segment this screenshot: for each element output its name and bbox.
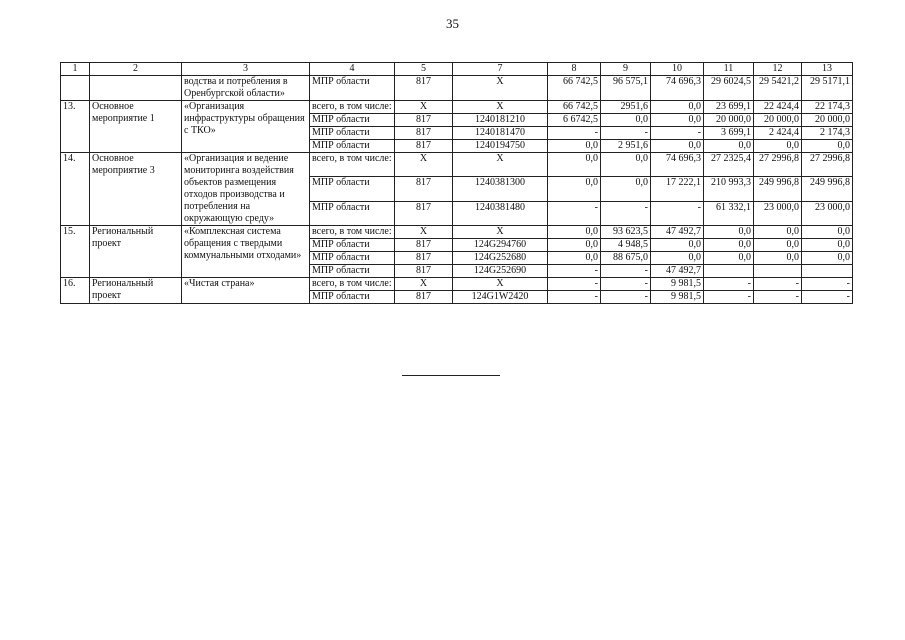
name-cell: «Комплексная система обращения с твердыми коммунальными отходами» <box>182 226 310 278</box>
executor-cell: МПР области <box>310 140 395 153</box>
value-cell <box>754 265 802 278</box>
value-cell: 2951,6 <box>601 101 651 114</box>
grbs-cell: 817 <box>395 127 453 140</box>
row-number-cell <box>61 76 90 101</box>
value-cell: 0,0 <box>802 252 853 265</box>
value-cell: 0,0 <box>802 140 853 153</box>
executor-cell: МПР области <box>310 76 395 101</box>
value-cell: 27 2325,4 <box>704 153 754 177</box>
value-cell: 0,0 <box>651 114 704 127</box>
value-cell: 9 981,5 <box>651 278 704 291</box>
value-cell: 47 492,7 <box>651 265 704 278</box>
value-cell: 88 675,0 <box>601 252 651 265</box>
kbk-cell: Х <box>453 153 548 177</box>
value-cell <box>802 265 853 278</box>
value-cell: 0,0 <box>802 226 853 239</box>
value-cell: - <box>704 291 754 304</box>
kbk-cell: 124G252680 <box>453 252 548 265</box>
value-cell: 29 5171,1 <box>802 76 853 101</box>
value-cell: 3 699,1 <box>704 127 754 140</box>
grbs-cell: 817 <box>395 76 453 101</box>
kbk-cell: 124G1W2420 <box>453 291 548 304</box>
value-cell: - <box>601 291 651 304</box>
value-cell: 22 174,3 <box>802 101 853 114</box>
value-cell: 74 696,3 <box>651 153 704 177</box>
value-cell: - <box>802 278 853 291</box>
name-cell: «Чистая страна» <box>182 278 310 304</box>
executor-cell: всего, в том числе: <box>310 153 395 177</box>
kbk-cell: 124G294760 <box>453 239 548 252</box>
column-number: 7 <box>453 63 548 76</box>
column-number: 5 <box>395 63 453 76</box>
table-row <box>61 278 853 291</box>
column-number: 9 <box>601 63 651 76</box>
value-cell: 0,0 <box>651 239 704 252</box>
end-of-table-rule <box>402 375 500 376</box>
column-number: 10 <box>651 63 704 76</box>
value-cell: 0,0 <box>548 153 601 177</box>
value-cell: 93 623,5 <box>601 226 651 239</box>
value-cell: - <box>548 278 601 291</box>
value-cell: 0,0 <box>651 101 704 114</box>
kbk-cell: 124G252690 <box>453 265 548 278</box>
table-row <box>61 226 853 239</box>
value-cell: 66 742,5 <box>548 101 601 114</box>
value-cell: 20 000,0 <box>754 114 802 127</box>
value-cell: 0,0 <box>704 239 754 252</box>
grbs-cell: Х <box>395 153 453 177</box>
value-cell: - <box>548 201 601 225</box>
status-cell: Региональный проект <box>90 278 182 304</box>
value-cell: 249 996,8 <box>802 177 853 201</box>
row-number-cell: 15. <box>61 226 90 278</box>
value-cell: 0,0 <box>548 239 601 252</box>
grbs-cell: Х <box>395 101 453 114</box>
value-cell: 47 492,7 <box>651 226 704 239</box>
value-cell: 23 699,1 <box>704 101 754 114</box>
executor-cell: всего, в том числе: <box>310 101 395 114</box>
value-cell: 0,0 <box>704 140 754 153</box>
value-cell: 29 5421,2 <box>754 76 802 101</box>
value-cell: 0,0 <box>651 140 704 153</box>
status-cell <box>90 76 182 101</box>
value-cell: 0,0 <box>802 239 853 252</box>
kbk-cell: 1240181210 <box>453 114 548 127</box>
value-cell: 0,0 <box>754 140 802 153</box>
value-cell: - <box>651 201 704 225</box>
value-cell: - <box>601 201 651 225</box>
column-number: 1 <box>61 63 90 76</box>
executor-cell: МПР области <box>310 291 395 304</box>
executor-cell: МПР области <box>310 177 395 201</box>
value-cell: 27 2996,8 <box>754 153 802 177</box>
value-cell: 0,0 <box>601 114 651 127</box>
column-number: 2 <box>90 63 182 76</box>
value-cell: 0,0 <box>704 252 754 265</box>
value-cell: - <box>601 278 651 291</box>
value-cell: 0,0 <box>754 226 802 239</box>
value-cell: - <box>802 291 853 304</box>
grbs-cell: 817 <box>395 140 453 153</box>
value-cell: 61 332,1 <box>704 201 754 225</box>
executor-cell: всего, в том числе: <box>310 278 395 291</box>
kbk-cell: 1240381480 <box>453 201 548 225</box>
kbk-cell: Х <box>453 76 548 101</box>
kbk-cell: Х <box>453 226 548 239</box>
name-cell: водства и потребления в Оренбургской области» <box>182 76 310 101</box>
status-cell: Региональный проект <box>90 226 182 278</box>
grbs-cell: 817 <box>395 252 453 265</box>
status-cell: Основное мероприятие 1 <box>90 101 182 153</box>
value-cell: 20 000,0 <box>704 114 754 127</box>
executor-cell: всего, в том числе: <box>310 226 395 239</box>
grbs-cell: 817 <box>395 265 453 278</box>
value-cell: 23 000,0 <box>754 201 802 225</box>
value-cell: - <box>548 291 601 304</box>
value-cell: 96 575,1 <box>601 76 651 101</box>
executor-cell: МПР области <box>310 114 395 127</box>
kbk-cell: 1240181470 <box>453 127 548 140</box>
grbs-cell: 817 <box>395 177 453 201</box>
value-cell: 0,0 <box>754 239 802 252</box>
kbk-cell: Х <box>453 101 548 114</box>
value-cell: 22 424,4 <box>754 101 802 114</box>
value-cell: 27 2996,8 <box>802 153 853 177</box>
value-cell: - <box>704 278 754 291</box>
budget-table <box>60 62 853 304</box>
executor-cell: МПР области <box>310 239 395 252</box>
value-cell: 249 996,8 <box>754 177 802 201</box>
column-number: 3 <box>182 63 310 76</box>
value-cell <box>704 265 754 278</box>
column-number: 8 <box>548 63 601 76</box>
column-number-row <box>61 63 853 76</box>
kbk-cell: 1240194750 <box>453 140 548 153</box>
page-number: 35 <box>446 16 459 31</box>
value-cell: 0,0 <box>548 226 601 239</box>
value-cell: 0,0 <box>548 177 601 201</box>
column-number: 11 <box>704 63 754 76</box>
value-cell: 0,0 <box>601 177 651 201</box>
executor-cell: МПР области <box>310 265 395 278</box>
value-cell: - <box>601 265 651 278</box>
value-cell: - <box>754 291 802 304</box>
row-number-cell: 16. <box>61 278 90 304</box>
kbk-cell: Х <box>453 278 548 291</box>
value-cell: 23 000,0 <box>802 201 853 225</box>
value-cell: - <box>651 127 704 140</box>
grbs-cell: Х <box>395 278 453 291</box>
value-cell: 0,0 <box>651 252 704 265</box>
executor-cell: МПР области <box>310 252 395 265</box>
column-number: 4 <box>310 63 395 76</box>
value-cell: 2 951,6 <box>601 140 651 153</box>
value-cell: - <box>548 127 601 140</box>
value-cell: 2 424,4 <box>754 127 802 140</box>
value-cell: 29 6024,5 <box>704 76 754 101</box>
value-cell: 0,0 <box>704 226 754 239</box>
value-cell: 0,0 <box>754 252 802 265</box>
value-cell: 6 6742,5 <box>548 114 601 127</box>
value-cell: 66 742,5 <box>548 76 601 101</box>
value-cell: - <box>601 127 651 140</box>
column-number: 13 <box>802 63 853 76</box>
executor-cell: МПР области <box>310 127 395 140</box>
name-cell: «Организация и ведение мониторинга воздействия объектов размещения отходов производства и потребления на окружающую среду» <box>182 153 310 226</box>
column-number: 12 <box>754 63 802 76</box>
value-cell: 0,0 <box>601 153 651 177</box>
value-cell: 20 000,0 <box>802 114 853 127</box>
value-cell: 0,0 <box>548 252 601 265</box>
executor-cell: МПР области <box>310 201 395 225</box>
row-number-cell: 14. <box>61 153 90 226</box>
grbs-cell: 817 <box>395 291 453 304</box>
grbs-cell: 817 <box>395 239 453 252</box>
status-cell: Основное мероприятие 3 <box>90 153 182 226</box>
table-row <box>61 101 853 114</box>
value-cell: 17 222,1 <box>651 177 704 201</box>
value-cell: 2 174,3 <box>802 127 853 140</box>
grbs-cell: 817 <box>395 114 453 127</box>
row-number-cell: 13. <box>61 101 90 153</box>
carry-over-row <box>61 76 853 101</box>
name-cell: «Организация инфраструктуры обращения с ТКО» <box>182 101 310 153</box>
value-cell: - <box>754 278 802 291</box>
value-cell: - <box>548 265 601 278</box>
grbs-cell: Х <box>395 226 453 239</box>
value-cell: 0,0 <box>548 140 601 153</box>
value-cell: 9 981,5 <box>651 291 704 304</box>
grbs-cell: 817 <box>395 201 453 225</box>
kbk-cell: 1240381300 <box>453 177 548 201</box>
value-cell: 74 696,3 <box>651 76 704 101</box>
value-cell: 210 993,3 <box>704 177 754 201</box>
value-cell: 4 948,5 <box>601 239 651 252</box>
table-row <box>61 153 853 177</box>
